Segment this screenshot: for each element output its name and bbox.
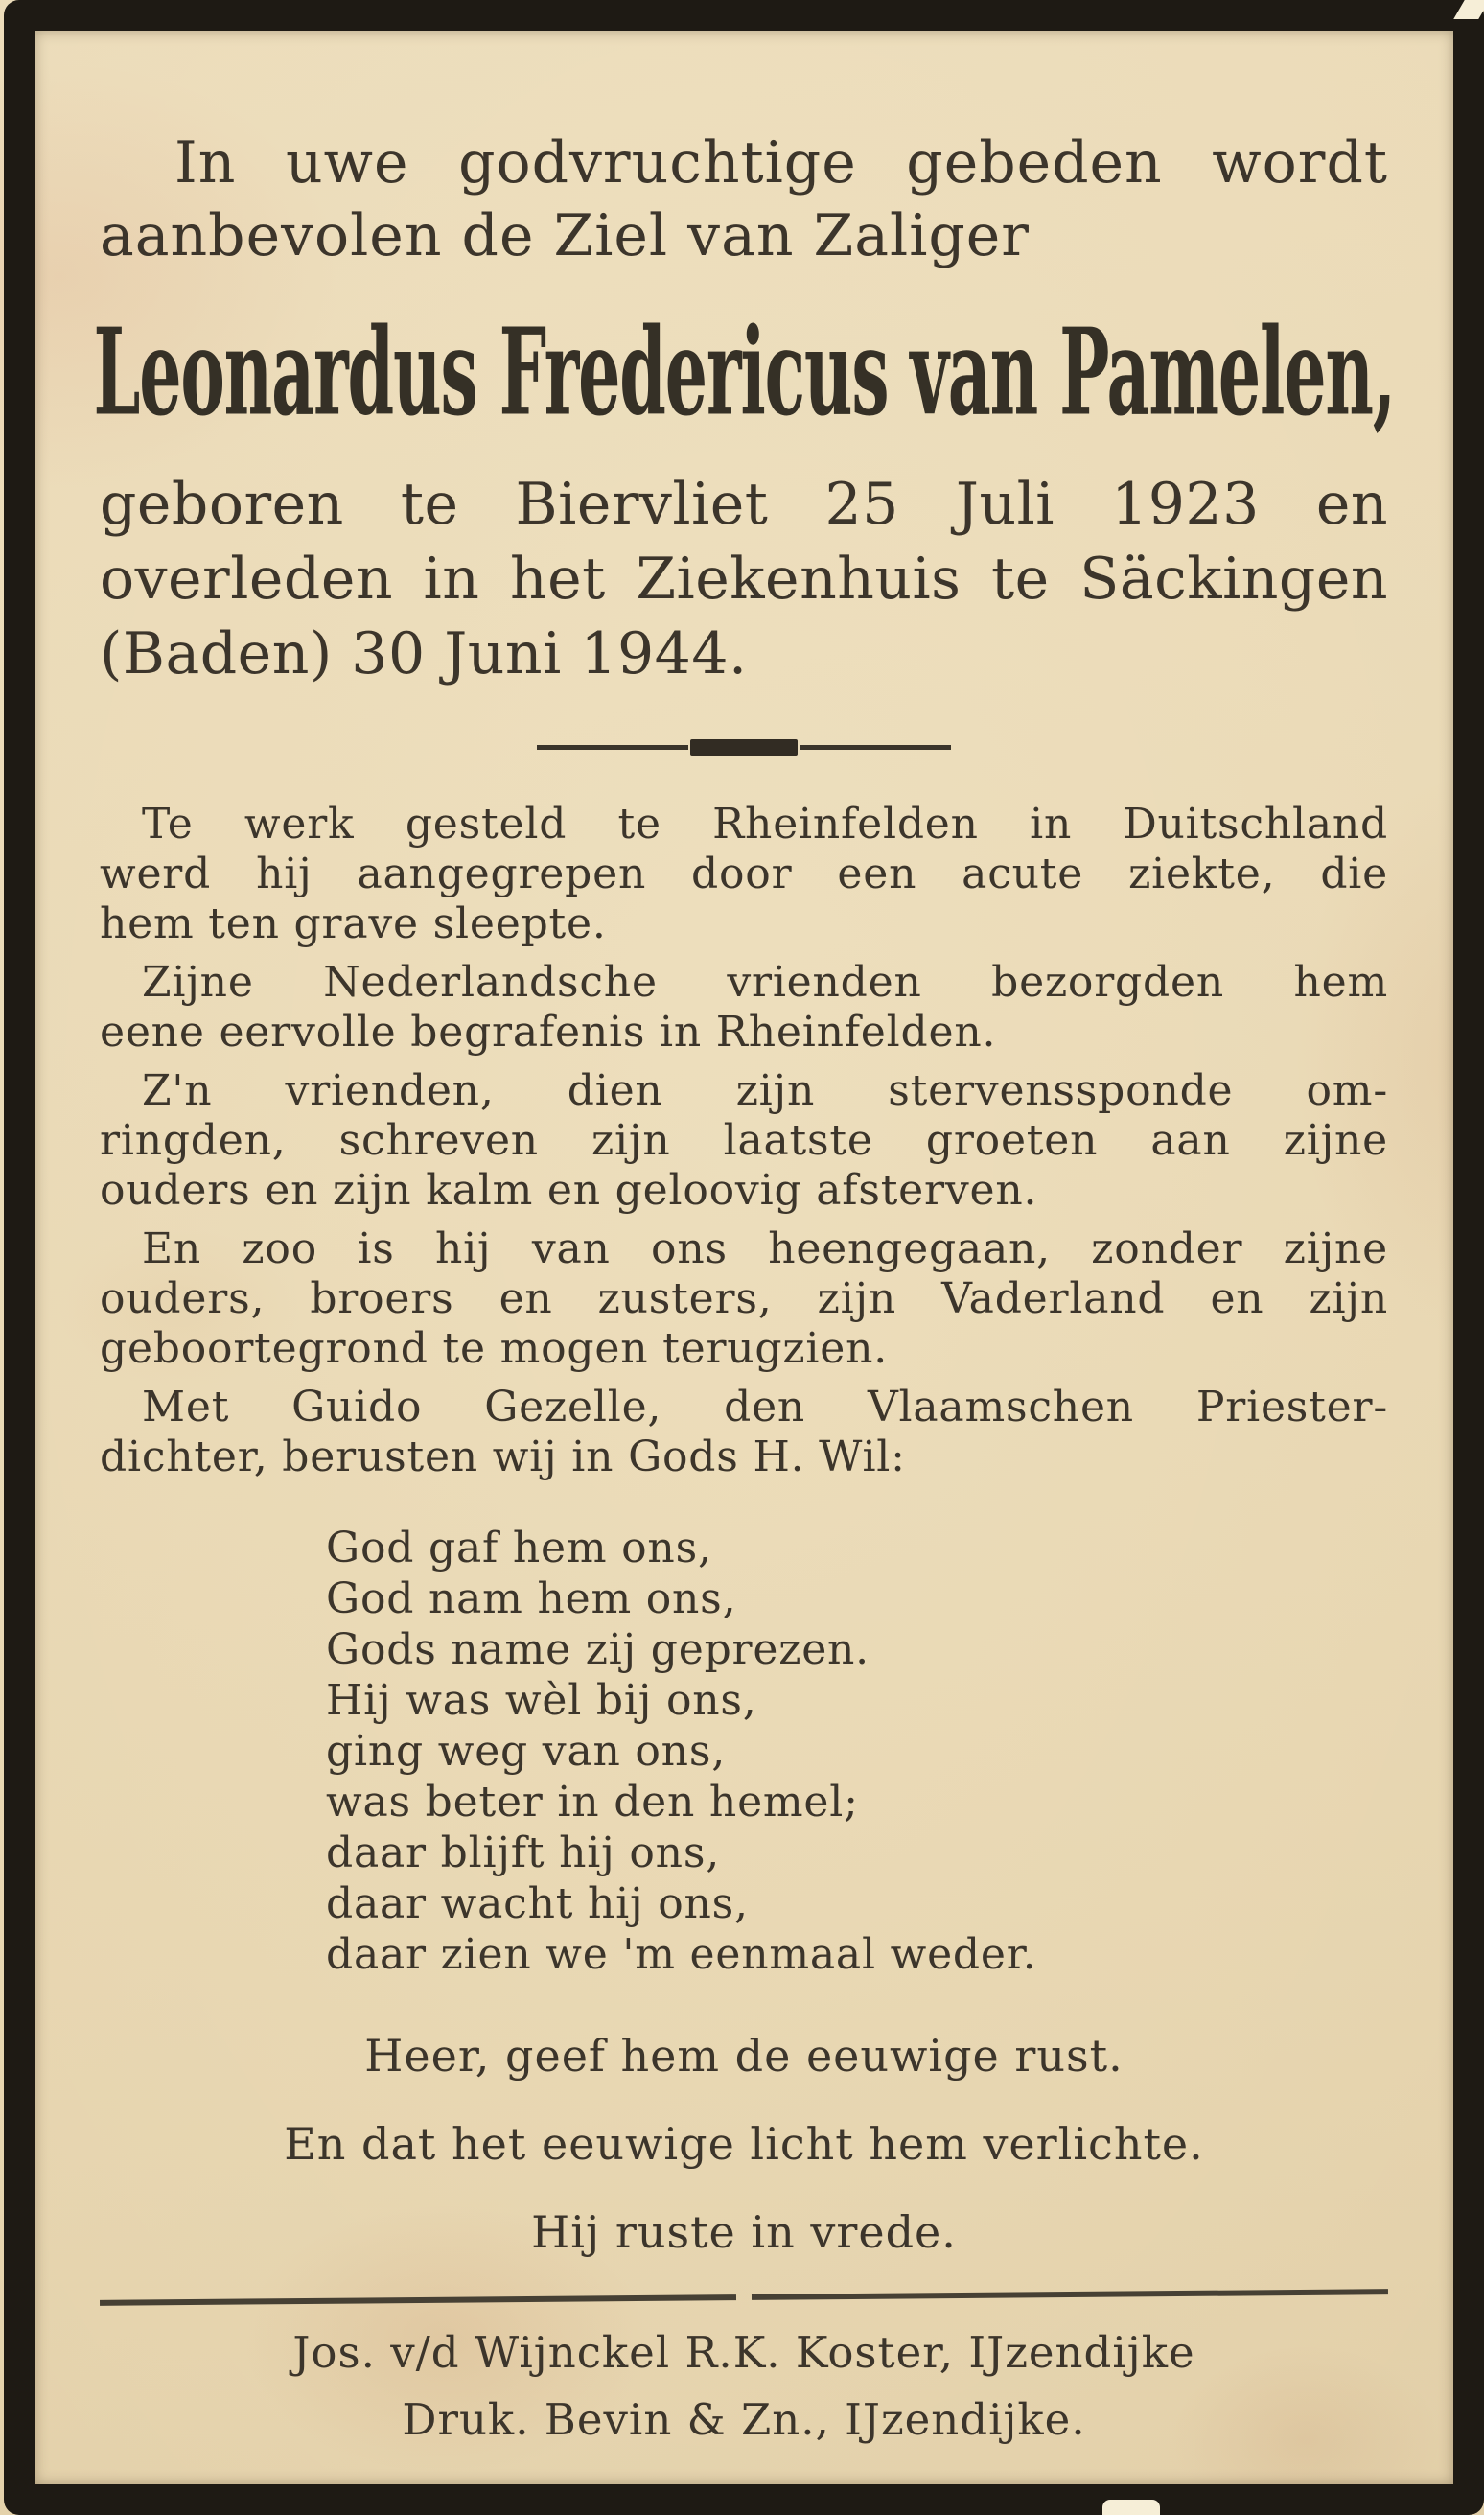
bio-line: ouders, broers en zusters, zijn Vaderland en zijn: [100, 1274, 1388, 1323]
poem-line: daar wacht hij ons,: [326, 1879, 749, 1928]
intro-line: In uwe godvruchtige gebeden wordt: [174, 129, 1388, 197]
vitals-text: [100, 467, 1388, 691]
rule-segment-left: [100, 2294, 736, 2306]
bio-line: ringden, schreven zijn laatste groeten aan zijne: [100, 1116, 1388, 1165]
deceased-name: Leonardus Fredericus van Pamelen,: [93, 302, 1395, 443]
bio-line: Z'n vrienden, dien zijn stervenssponde om-: [142, 1066, 1388, 1115]
bio-line: hem ten grave sleepte.: [100, 899, 607, 948]
bio-line: eene eervolle begrafenis in Rheinfelden.: [100, 1008, 997, 1057]
prayer-line: En dat het eeuwige licht hem verlichte.: [284, 2118, 1204, 2170]
section-divider: [100, 739, 1388, 756]
bio-paragraph: [100, 1066, 1388, 1216]
prayer-block: [100, 2030, 1388, 2258]
bio-line: ouders en zijn kalm en geloovig afsterven.: [100, 1166, 1038, 1215]
bio-paragraph: [100, 1383, 1388, 1482]
bio-line: Te werk gesteld te Rheinfelden in Duitschland: [142, 800, 1388, 849]
bio-line: Zijne Nederlandsche vrienden bezorgden hem: [142, 958, 1388, 1007]
intro-text: [100, 127, 1388, 272]
vitals-line: geboren te Biervliet 25 Juli 1923 en: [100, 471, 1388, 538]
prayer-line: Heer, geef hem de eeuwige rust.: [364, 2030, 1124, 2082]
deceased-name-row: [93, 302, 1395, 443]
poem-line: daar blijft hij ons,: [326, 1828, 720, 1877]
bio-line: dichter, berusten wij in Gods H. Wil:: [100, 1432, 906, 1481]
intro-line: aanbevolen de Ziel van Zaliger: [100, 202, 1030, 269]
bio-line: En zoo is hij van ons heengegaan, zonder zijne: [142, 1224, 1388, 1273]
divider-line-left: [537, 745, 688, 750]
bio-line: Met Guido Gezelle, den Vlaamschen Priester-: [142, 1383, 1388, 1432]
poem-line: God nam hem ons,: [326, 1574, 737, 1623]
poem-line: God gaf hem ons,: [326, 1524, 712, 1572]
paper-scuff: [1102, 2500, 1160, 2515]
bio-line: geboortegrond te mogen terugzien.: [100, 1324, 889, 1373]
colophon: [100, 2319, 1388, 2454]
biography-text: [100, 800, 1388, 1482]
poem-line: Gods name zij geprezen.: [326, 1625, 870, 1674]
colophon-line: Druk. Bevin & Zn., IJzendijke.: [402, 2394, 1086, 2445]
poem-line: Hij was wèl bij ons,: [326, 1676, 757, 1725]
poem-line: daar zien we 'm eenmaal weder.: [326, 1930, 1037, 1979]
poem-line: ging weg van ons,: [326, 1727, 726, 1776]
colophon-rule: [100, 2289, 1388, 2306]
poem-line: was beter in den hemel;: [326, 1778, 859, 1827]
vitals-line: (Baden) 30 Juni 1944.: [100, 620, 748, 687]
vitals-line: overleden in het Ziekenhuis te Säckingen: [100, 546, 1388, 613]
colophon-line: Jos. v/d Wijnckel R.K. Koster, IJzendijke: [292, 2327, 1195, 2378]
rule-segment-right: [752, 2289, 1388, 2300]
divider-bar: [690, 739, 798, 756]
bio-line: werd hij aangegrepen door een acute ziekte, die: [100, 850, 1388, 898]
bio-paragraph: [100, 1224, 1388, 1374]
divider-line-right: [800, 745, 951, 750]
bio-paragraph: [100, 800, 1388, 949]
poem-block: [100, 1523, 1388, 1980]
prayer-line: Hij ruste in vrede.: [531, 2206, 957, 2258]
bio-paragraph: [100, 958, 1388, 1058]
card-content: [93, 35, 1395, 2454]
